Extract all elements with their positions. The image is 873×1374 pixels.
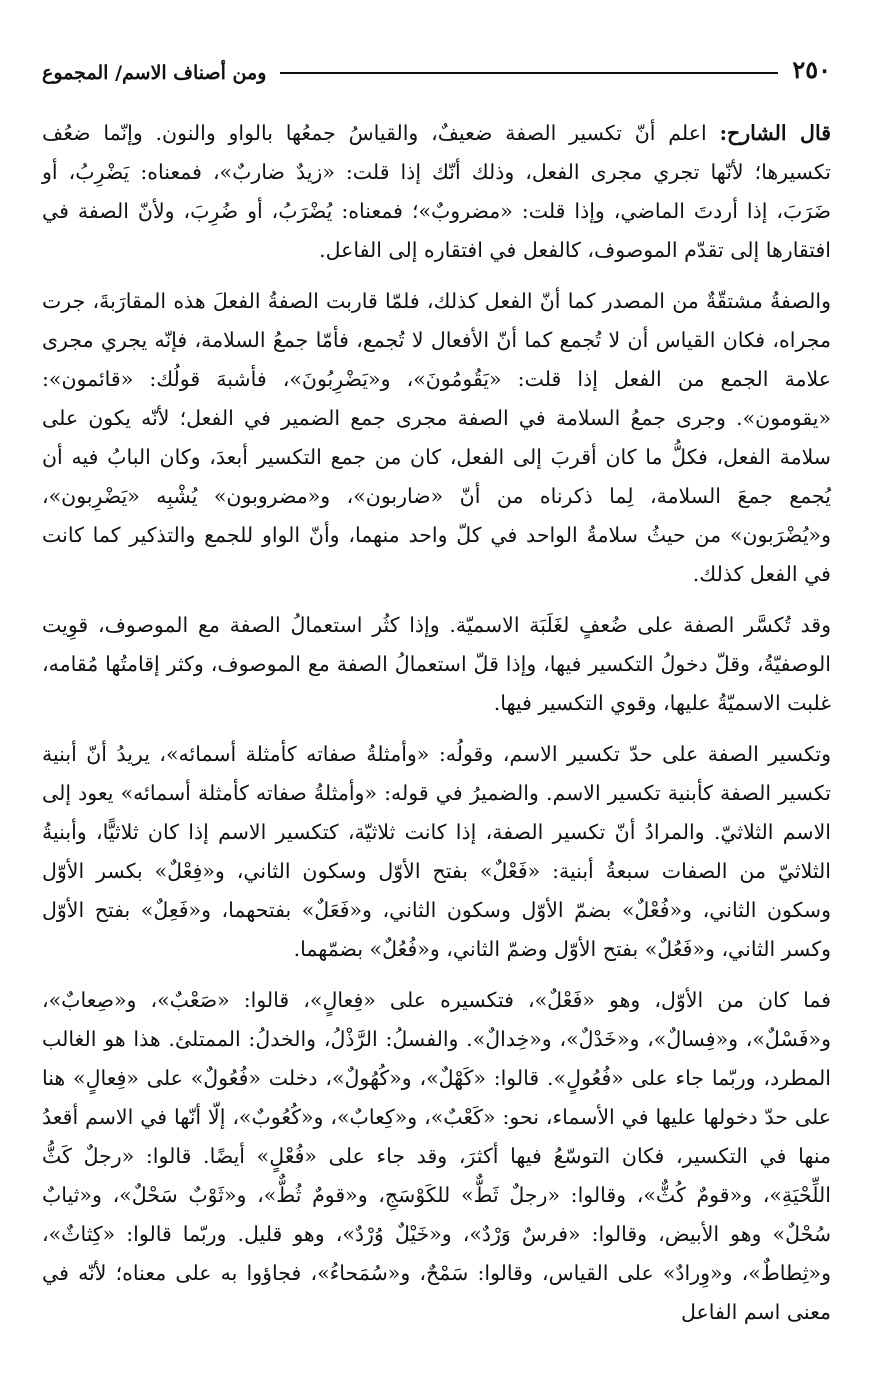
page-header [42, 48, 831, 84]
header-rule [280, 72, 778, 74]
paragraph-1 [42, 114, 831, 270]
commentator-label: قال الشارح: [719, 121, 831, 145]
paragraph-text: وتكسير الصفة على حدّ تكسير الاسم، وقولُه: «وأمثلةُ صفاته كأمثلة أسمائه»، يريدُ أنّ أبنية تكسير الصفة كأبنية تكسير الاسم. والضميرُ في قوله: «وأمثلةُ صفاته كأمثلة أسمائه» يعود إلى الاسم الثلاثيّ. والمرادُ أنّ تكسير الصفة، إذا كانت ثلاثيّة، كتكسير الاسم إذا كان ثلاثيًّا، وأبنيةُ الثلاثيّ من الصفات سبعةُ أبنية: «فَعْلٌ» بفتح الأوّل وسكون الثاني، و«فِعْلٌ» بكسر الأوّل وسكون الثاني، و«فُعْلٌ» بضمّ الأوّل وسكون الثاني، و«فَعَلٌ» بفتحهما، و«فَعِلٌ» بفتح الأوّل وكسر الثاني، و«فَعُلٌ» بفتح الأوّل وضمّ الثاني، و«فُعُلٌ» بضمّهما. [42, 742, 831, 961]
paragraph-text: اعلم أنّ تكسير الصفة ضعيفٌ، والقياسُ جمعُها بالواو والنون. وإنّما ضعُف تكسيرها؛ لأنّها تجري مجرى الفعل، وذلك أنّك إذا قلت: «زيدٌ ضاربٌ»، فمعناه: يَضْرِبُ، أو ضَرَبَ، إذا أردتَ الماضي، وإذا قلت: «مضروبٌ»؛ فمعناه: يُضْرَبُ، أو ضُرِبَ، ولأنّ الصفة في افتقارها إلى تقدّم الموصوف، كالفعل في افتقاره إلى الفاعل. [42, 121, 831, 262]
paragraph-5 [42, 981, 831, 1332]
paragraph-2 [42, 282, 831, 594]
paragraph-text: فما كان من الأوّل، وهو «فَعْلٌ»، فتكسيره على «فِعالٍ»، قالوا: «صَعْبٌ»، و«صِعابٌ»، و«فَسْلٌ»، و«فِسالٌ»، و«خَدْلٌ»، و«خِدالٌ». والفسلُ: الرَّذْلُ، والخدلُ: الممتلئ. هذا هو الغالب المطرد، وربّما جاء على «فُعُولٍ». قالوا: «كَهْلٌ»، و«كُهُولٌ»، دخلت «فُعُولٌ» على «فِعالٍ» هنا على حدّ دخولها عليها في الأسماء، نحو: «كَعْبٌ»، و«كِعابٌ»، و«كُعُوبٌ»، إلّا أنّها في الاسم أقعدُ منها في التكسير، فكان التوسّعُ فيها أكثرَ، وقد جاء على «فُعْلٍ» أيضًا. قالوا: «رجلٌ كَثُّ اللِّحْيَةِ»، و«قومٌ كُثٌّ»، وقالوا: «رجلٌ ثَطٌّ» للكَوْسَجِ، و«قومٌ ثُطٌّ»، و«ثَوْبٌ سَحْلٌ»، و«ثيابٌ سُحْلٌ» وهو الأبيض، وقالوا: «فرسٌ وَرْدٌ»، و«خَيْلٌ وُرْدٌ»، وهو قليل. وربّما قالوا: «كِثاثٌ»، و«ثِطاطٌ»، و«وِرادٌ» على القياس، وقالوا: سَمْحٌ، و«سُمَحاءُ»، فجاؤوا به على معناه؛ لأنّه في معنى اسم الفاعل [42, 988, 831, 1324]
paragraph-3 [42, 606, 831, 723]
paragraph-text: وقد تُكسَّر الصفة على ضُعفٍ لغَلَبَة الاسميّة. وإذا كثُر استعمالُ الصفة مع الموصوف، قوِيت الوصفيّةُ، وقلّ دخولُ التكسير فيها، وإذا قلّ استعمالُ الصفة مع الموصوف، وكثر إقامتُها مُقامه، غلبت الاسميّةُ عليها، وقوي التكسير فيها. [42, 613, 831, 715]
running-title: ومن أصناف الاسم/ المجموع [42, 62, 267, 84]
page-number: ٢٥٠ [792, 55, 831, 84]
paragraph-text: والصفةُ مشتقّةٌ من المصدر كما أنّ الفعل كذلك، فلمّا قاربت الصفةُ الفعلَ هذه المقارَبةَ، جرت مجراه، فكان القياس أن لا تُجمع كما أنّ الأفعال لا تُجمع، فأمّا جمعُ السلامة، فإنّه يجري مجرى علامة الجمع من الفعل إذا قلت: «يَقُومُونَ»، و«يَضْرِبُونَ»، فأشبهَ قولُك: «قائمون»: «يقومون». وجرى جمعُ السلامة في الصفة مجرى جمع الضمير في الفعل؛ لأنّه يكون على سلامة الفعل، فكلُّ ما كان أقربَ إلى الفعل، كان من جمع التكسير أبعدَ، وكان البابُ فيه أن يُجمع جمعَ السلامة، لِما ذكرناه من أنّ «ضاربون»، و«مضروبون» يُشْبِه «يَضْرِبون»، و«يُضْرَبون» من حيثُ سلامةُ الواحد في كلّ واحد منهما، وأنّ الواو للجمع والتذكير كما كانت في الفعل كذلك. [42, 289, 831, 586]
paragraph-4 [42, 735, 831, 969]
